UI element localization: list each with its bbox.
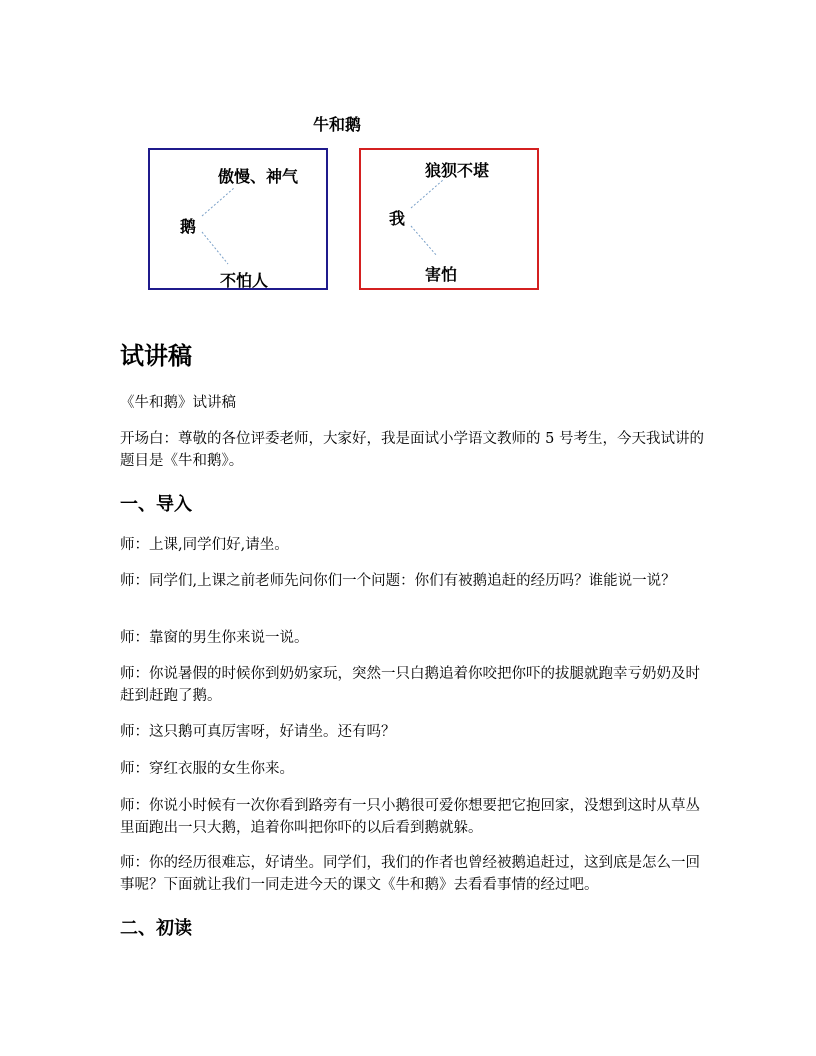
board-label-top: 傲慢、神气 (218, 167, 299, 186)
opening-paragraph: 开场白：尊敬的各位评委老师，大家好，我是面试小学语文教师的 5 号考生，今天我试讲的题目是《牛和鹅》。 (120, 431, 704, 469)
board-label-center: 鹅 (180, 217, 197, 236)
paragraph: 师：同学们,上课之前老师先问你们一个问题：你们有被鹅追赶的经历吗？谁能说一说？ (120, 573, 676, 589)
intro-line: 《牛和鹅》试讲稿 (120, 395, 236, 411)
paragraph: 师：你说小时候有一次你看到路旁有一只小鹅很可爱你想要把它抱回家，没想到这时从草丛里面跑出一只大鹅，追着你叫把你吓的以后看到鹅就躲。 (120, 798, 700, 836)
board-title: 牛和鹅 (313, 115, 362, 134)
board-label-top: 狼狈不堪 (425, 161, 490, 180)
paragraph: 师：这只鹅可真厉害呀，好请坐。还有吗？ (120, 724, 396, 740)
section-heading-intro: 一、导入 (120, 494, 192, 515)
board-box-me (359, 148, 539, 290)
board-label-center: 我 (389, 209, 406, 228)
board-label-bottom: 害怕 (425, 265, 458, 284)
section-heading-first-reading: 二、初读 (120, 918, 192, 939)
board-label-bottom: 不怕人 (220, 271, 269, 290)
page-heading: 试讲稿 (120, 342, 192, 370)
paragraph: 师：上课,同学们好,请坐。 (120, 537, 289, 553)
paragraph: 师：你的经历很难忘，好请坐。同学们，我们的作者也曾经被鹅追赶过，这到底是怎么一回事呢？下面就让我们一同走进今天的课文《牛和鹅》去看看事情的经过吧。 (120, 855, 700, 893)
branch-line-top (411, 180, 443, 208)
paragraph: 师：穿红衣服的女生你来。 (120, 761, 294, 777)
branch-line-top (202, 188, 234, 216)
branch-line-bottom (202, 232, 228, 264)
board-box-goose (148, 148, 328, 290)
paragraph: 师：靠窗的男生你来说一说。 (120, 630, 309, 646)
paragraph: 师：你说暑假的时候你到奶奶家玩，突然一只白鹅追着你咬把你吓的拔腿就跑幸亏奶奶及时赶到赶跑了鹅。 (120, 666, 700, 704)
branch-line-bottom (411, 226, 437, 256)
